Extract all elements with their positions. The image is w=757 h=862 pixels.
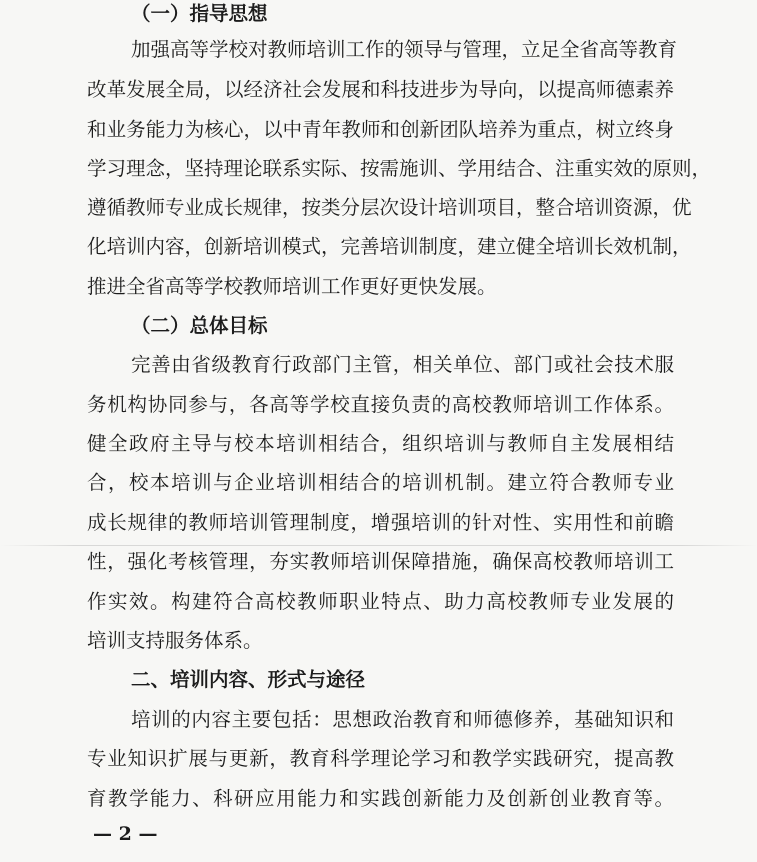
- paragraph-line: 专业知识扩展与更新，教育科学理论学习和教学实践研究，提高教: [87, 747, 674, 770]
- paragraph-line: 加强高等学校对教师培训工作的领导与管理，立足全省高等教育: [131, 38, 678, 61]
- paragraph-line: 性，强化考核管理，夯实教师培训保障措施，确保高校教师培训工: [87, 550, 674, 573]
- paragraph-line: 务机构协同参与，各高等学校直接负责的高校教师培训工作体系。: [87, 393, 674, 416]
- section-heading-overall-goals: （二）总体目标: [131, 314, 268, 337]
- paragraph-line: 健全政府主导与校本培训相结合，组织培训与教师自主发展相结: [87, 432, 674, 455]
- paragraph-line: 完善由省级教育行政部门主管，相关单位、部门或社会技术服: [131, 353, 674, 376]
- paragraph-line: 育教学能力、科研应用能力和实践创新能力及创新创业教育等。: [87, 787, 674, 810]
- paragraph-line: 和业务能力为核心，以中青年教师和创新团队培养为重点，树立终身: [87, 118, 674, 141]
- paragraph-line: 化培训内容，创新培训模式，完善培训制度，建立健全培训长效机制，: [87, 235, 692, 258]
- section-heading-guiding-ideology: （一）指导思想: [131, 2, 268, 25]
- paragraph-line: 合，校本培训与企业培训相结合的培训机制。建立符合教师专业: [87, 471, 674, 494]
- paragraph-line: 改革发展全局，以经济社会发展和科技进步为导向，以提高师德素养: [87, 78, 674, 101]
- paragraph-line: 成长规律的教师培训管理制度，增强培训的针对性、实用性和前瞻: [87, 511, 674, 534]
- section-heading-training-content: 二、培训内容、形式与途径: [131, 668, 366, 691]
- paragraph-line: 学习理念，坚持理论联系实际、按需施训、学用结合、注重实效的原则，: [87, 157, 712, 180]
- paragraph-line: 推进全省高等学校教师培训工作更好更快发展。: [87, 275, 497, 298]
- paragraph-line: 培训支持服务体系。: [87, 629, 263, 652]
- paragraph-line: 作实效。构建符合高校教师职业特点、助力高校教师专业发展的: [87, 590, 674, 613]
- paragraph-line: 培训的内容主要包括：思想政治教育和师德修养，基础知识和: [131, 708, 674, 731]
- paragraph-line: 遵循教师专业成长规律，按类分层次设计培训项目，整合培训资源，优: [87, 196, 692, 219]
- scan-artifact-line: [0, 545, 757, 546]
- page-number: — 2 —: [93, 823, 158, 845]
